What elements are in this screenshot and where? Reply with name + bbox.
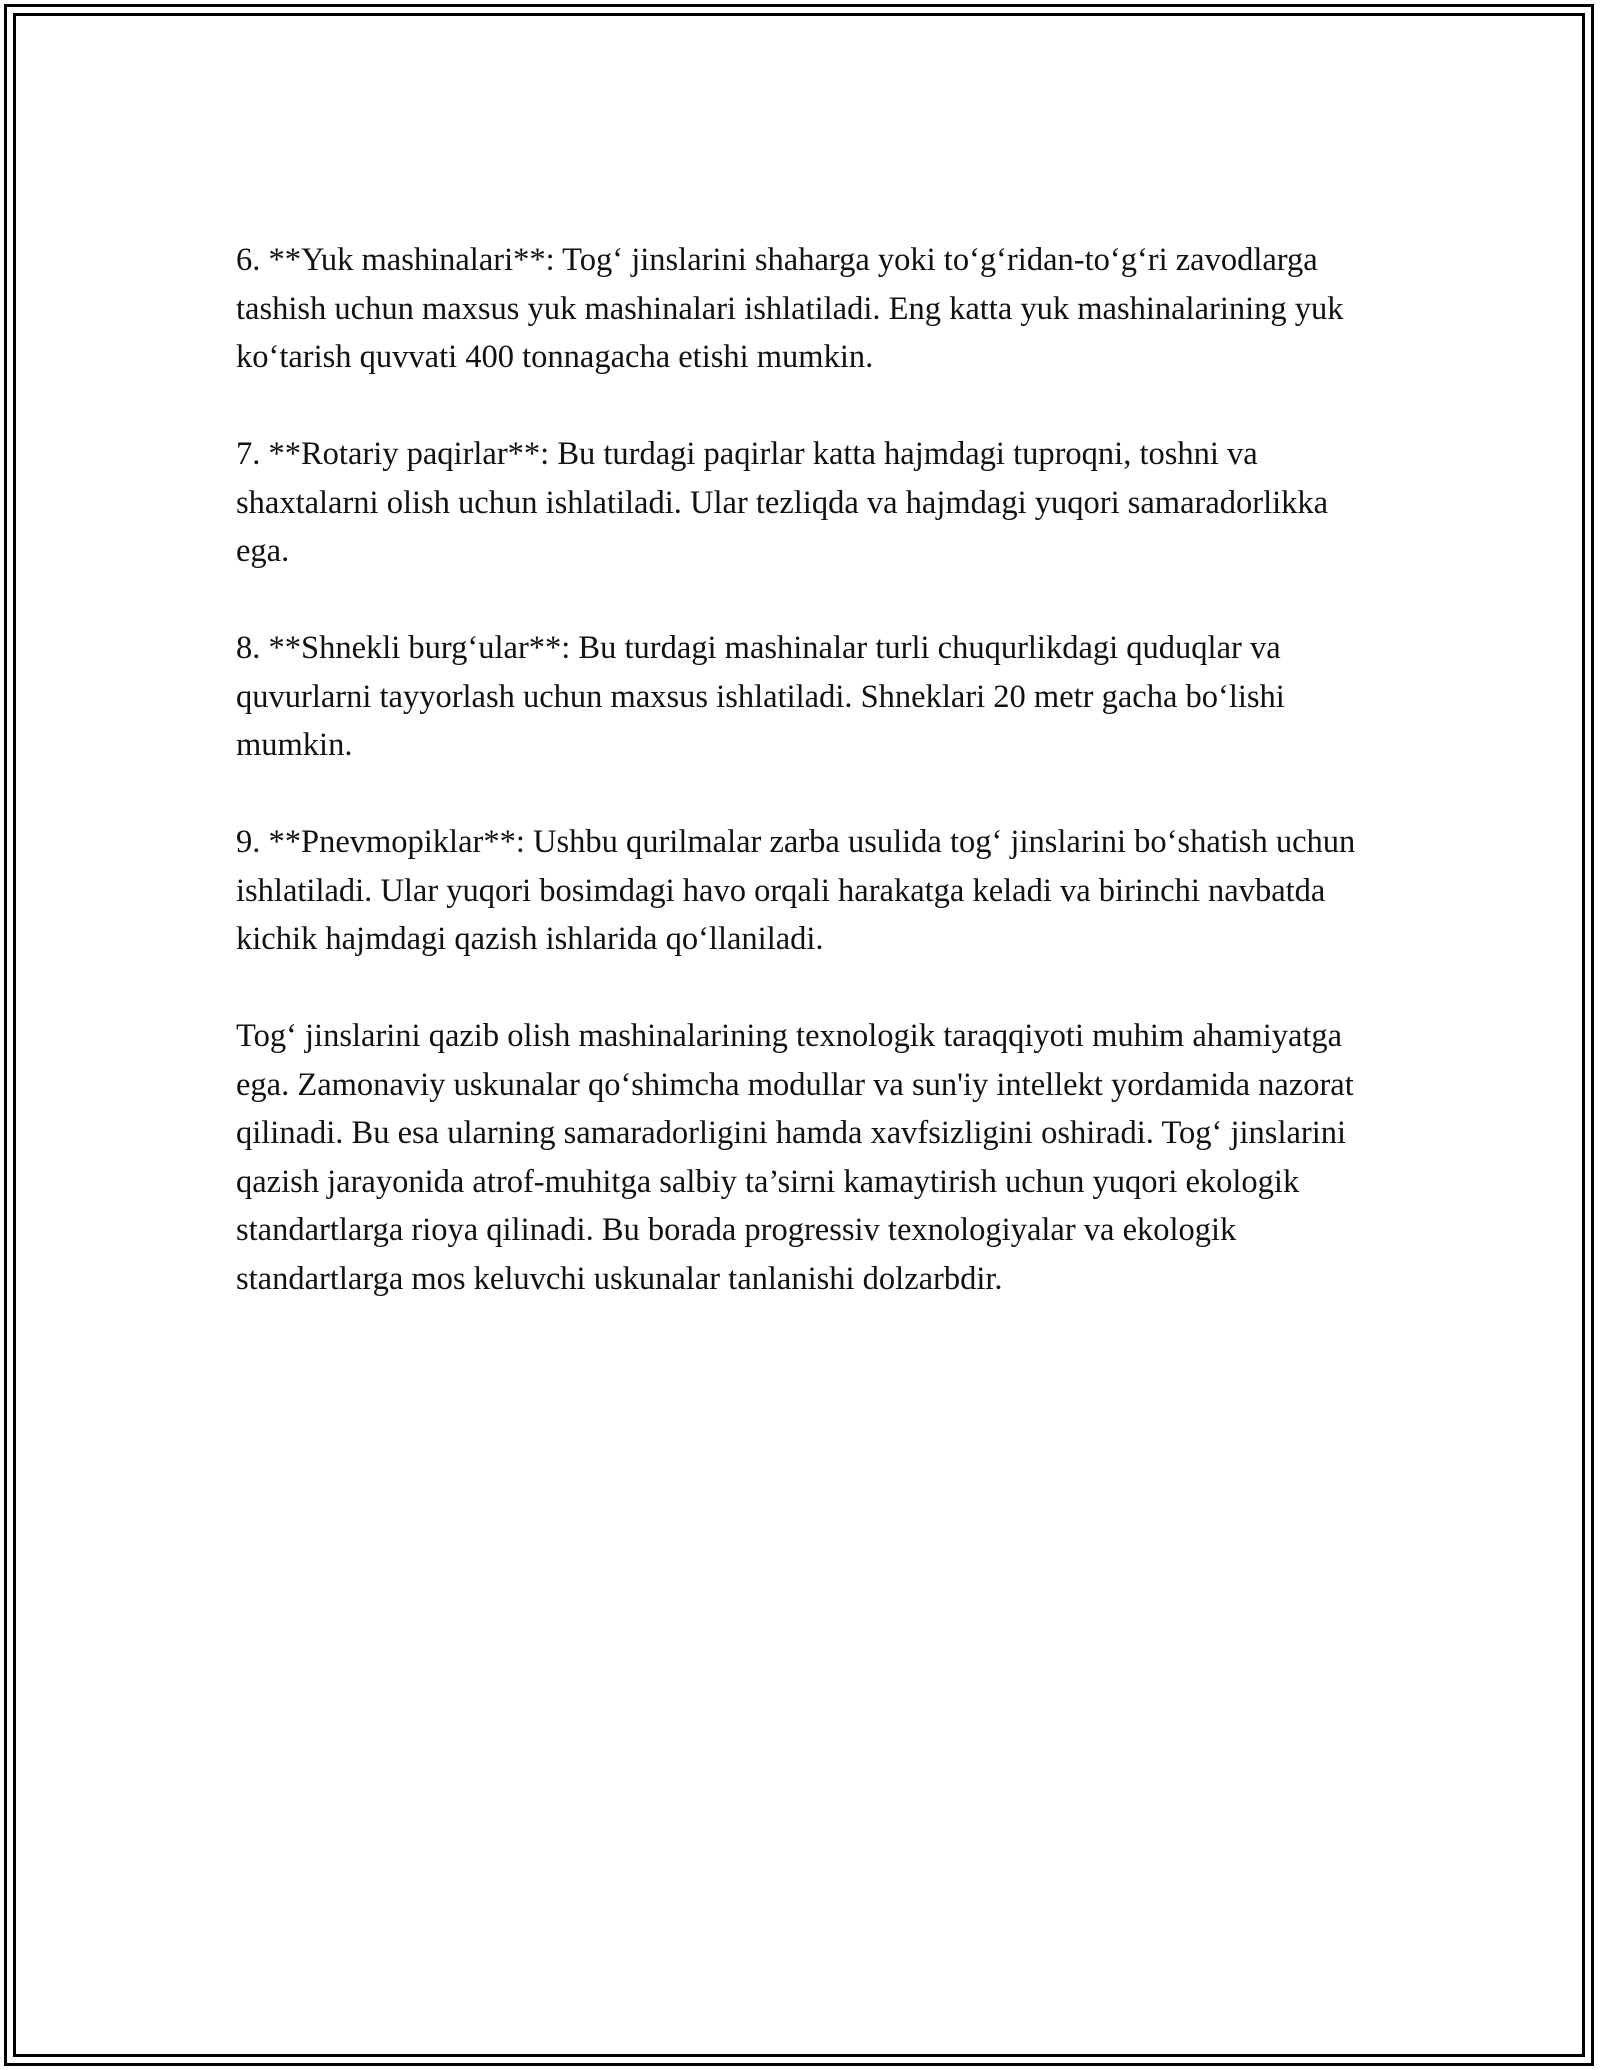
paragraph-item-7: 7. **Rotariy paqirlar**: Bu turdagi paqirlar katta hajmdagi tuproqni, toshni va shaxtalarni olish uchun ishlatiladi. Ular tezliqda va hajmdagi yuqori samaradorlikka ega. (236, 436, 1329, 569)
paragraph-item-8: 8. **Shnekli burg‘ular**: Bu turdagi mashinalar turli chuqurlikdagi quduqlar va quvurlarni tayyorlash uchun maxsus ishlatiladi. Shneklari 20 metr gacha bo‘lishi mumkin. (236, 630, 1285, 763)
paragraph-item-6: 6. **Yuk mashinalari**: Tog‘ jinslarini shaharga yoki to‘g‘ridan-to‘g‘ri zavodlarga tashish uchun maxsus yuk mashinalari ishlatiladi. Eng katta yuk mashinalarining yuk ko‘tarish quvvati 400 tonnagacha etishi mumkin. (236, 242, 1344, 375)
paragraph-item-9: 9. **Pnevmopiklar**: Ushbu qurilmalar zarba usulida tog‘ jinslarini bo‘shatish uchun ishlatiladi. Ular yuqori bosimdagi havo orqali harakatga keladi va birinchi navbatda kichik hajmdagi qazish ishlarida qo‘llaniladi. (236, 824, 1356, 957)
document-body (236, 236, 1366, 1352)
paragraph-conclusion: Tog‘ jinslarini qazib olish mashinalarining texnologik taraqqiyoti muhim ahamiyatga ega. Zamonaviy uskunalar qo‘shimcha modullar va sun'iy intellekt yordamida nazorat qilinadi. Bu esa ularning samaradorligini hamda xavfsizligini oshiradi. Tog‘ jinslarini qazish jarayonida atrof-muhitga salbiy ta’sirni kamaytirish uchun yuqori ekologik standartlarga rioya qilinadi. Bu borada progressiv texnologiyalar va ekologik standartlarga mos keluvchi uskunalar tanlanishi dolzarbdir. (236, 1018, 1354, 1297)
